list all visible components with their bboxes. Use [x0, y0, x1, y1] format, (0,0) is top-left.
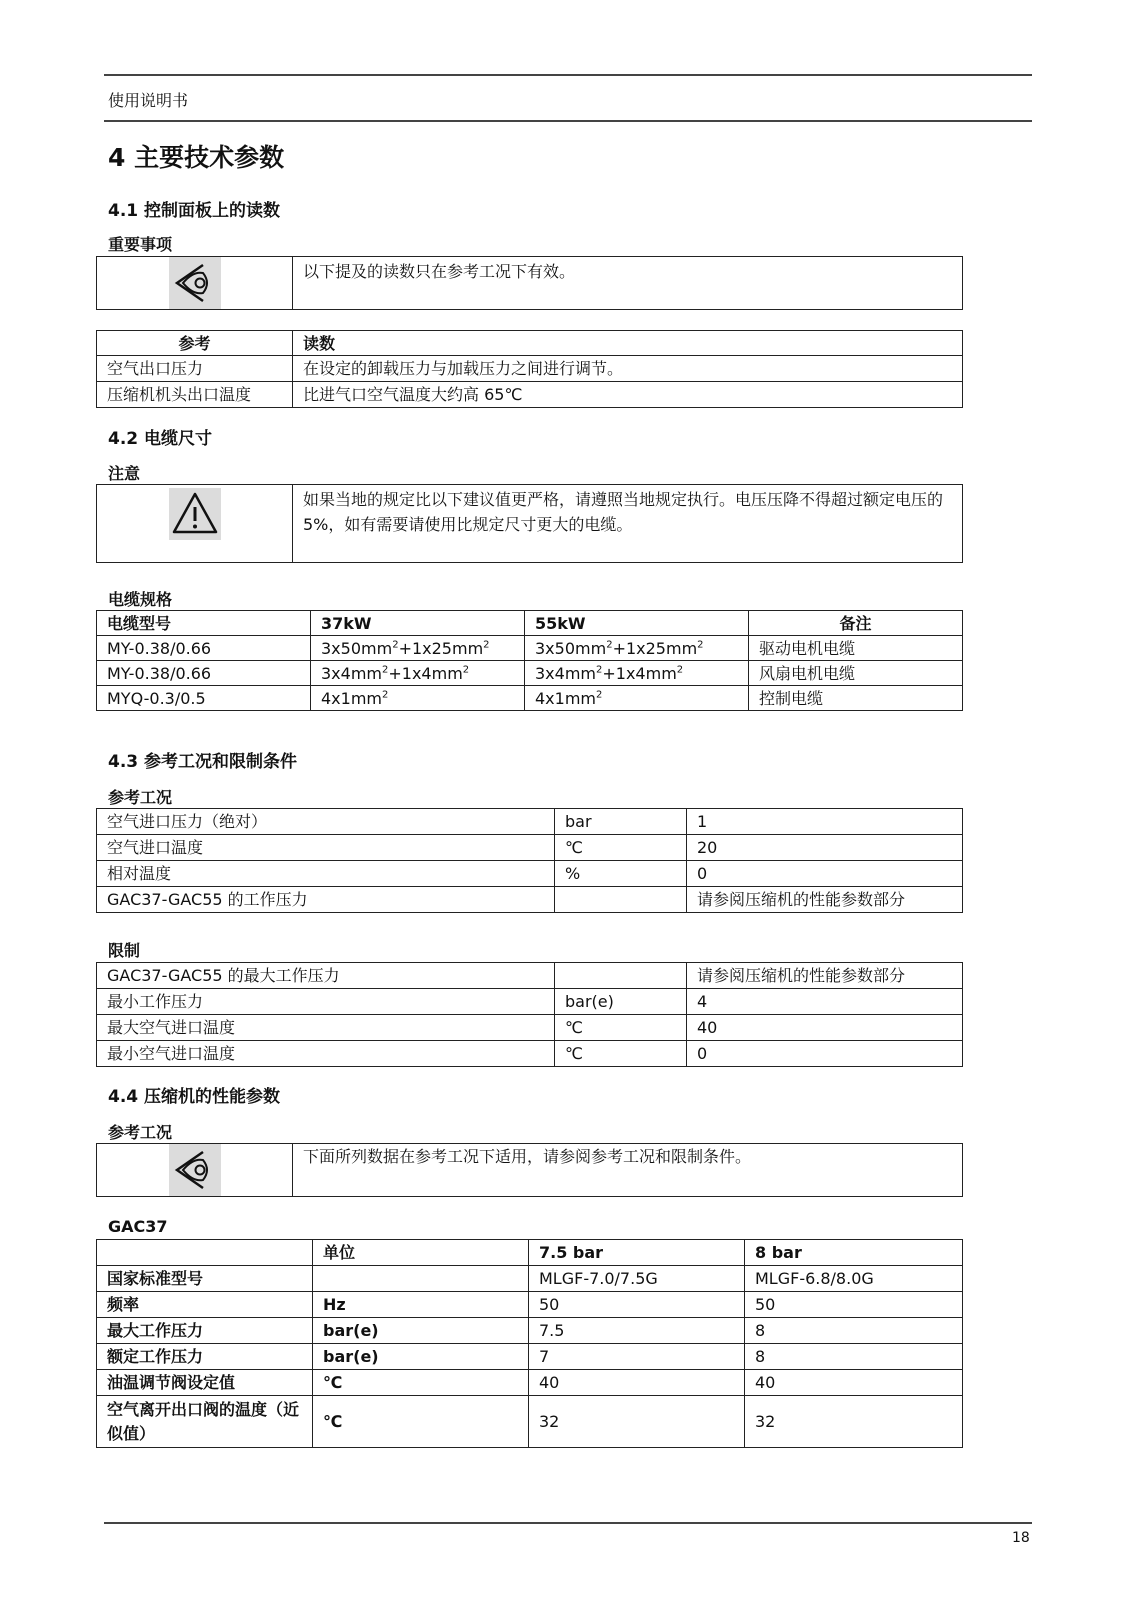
- table-cell: 7: [529, 1344, 745, 1370]
- table-header-row: [97, 611, 963, 636]
- caution-note-box: [96, 484, 963, 563]
- table-cell: bar(e): [313, 1318, 529, 1344]
- table-cell: 驱动电机电缆: [749, 636, 963, 661]
- section-4-2-title: 4.2 电缆尺寸: [108, 429, 213, 449]
- table-cell: MLGF-7.0/7.5G: [529, 1266, 745, 1292]
- important-note-text: 以下提及的读数只在参考工况下有效。: [293, 257, 963, 310]
- table-cell: 在设定的卸载压力与加载压力之间进行调节。: [293, 356, 963, 382]
- table-row: [97, 1015, 963, 1041]
- note-icon-cell: [97, 485, 293, 563]
- table-cell: 0: [687, 861, 963, 887]
- header-bottom-rule: [104, 120, 1032, 122]
- table-cell: 压缩机机头出口温度: [97, 382, 293, 408]
- table-row: [97, 989, 963, 1015]
- table-cell: $3x4mm^2+1x4mm^2$: [311, 661, 525, 686]
- section-4-4-title: 4.4 压缩机的性能参数: [108, 1087, 281, 1107]
- table-row: [97, 963, 963, 989]
- row-label: 油温调节阀设定值: [97, 1370, 313, 1396]
- table-cell: 32: [745, 1396, 963, 1448]
- table-cell: 控制电缆: [749, 686, 963, 711]
- table-header-row: [97, 1240, 963, 1266]
- table-cell: MY-0.38/0.66: [97, 661, 311, 686]
- column-header: 单位: [313, 1240, 529, 1266]
- important-note-box: [96, 256, 963, 310]
- table-cell: ℃: [555, 1015, 687, 1041]
- table-cell: ℃: [555, 835, 687, 861]
- row-label: 最大工作压力: [97, 1318, 313, 1344]
- table-cell: GAC37-GAC55 的工作压力: [97, 887, 555, 913]
- table-cell: 40: [745, 1370, 963, 1396]
- table-cell: 50: [745, 1292, 963, 1318]
- limits-table: [96, 962, 963, 1067]
- table-row: [97, 686, 963, 711]
- table-cell: [313, 1266, 529, 1292]
- model-label: GAC37: [108, 1217, 168, 1236]
- table-header-row: [97, 331, 963, 356]
- table-cell: MY-0.38/0.66: [97, 636, 311, 661]
- table-cell: 空气进口压力（绝对）: [97, 809, 555, 835]
- caution-note-text: 如果当地的规定比以下建议值更严格，请遵照当地规定执行。电压压降不得超过额定电压的 5%，如有需要请使用比规定尺寸更大的电缆。: [293, 485, 963, 563]
- table-cell: 相对温度: [97, 861, 555, 887]
- table-cell: %: [555, 861, 687, 887]
- column-header: 55kW: [525, 611, 749, 636]
- table-cell: $3x50mm^2+1x25mm^2$: [311, 636, 525, 661]
- table-row: [97, 887, 963, 913]
- reference-conditions-label-2: 参考工况: [108, 1123, 173, 1142]
- table-cell: Hz: [313, 1292, 529, 1318]
- table-cell: 1: [687, 809, 963, 835]
- reference-note-box: [96, 1143, 963, 1197]
- column-header: [97, 1240, 313, 1266]
- table-cell: [555, 887, 687, 913]
- table-cell: 请参阅压缩机的性能参数部分: [687, 887, 963, 913]
- note-icon-cell: [97, 1144, 293, 1197]
- table-cell: 40: [529, 1370, 745, 1396]
- footer-rule: [104, 1522, 1032, 1524]
- reference-conditions-label: 参考工况: [108, 788, 173, 807]
- section-4-3-title: 4.3 参考工况和限制条件: [108, 752, 298, 772]
- reference-conditions-table: [96, 808, 963, 913]
- row-label: 频率: [97, 1292, 313, 1318]
- table-cell: $3x50mm^2+1x25mm^2$: [525, 636, 749, 661]
- limits-label: 限制: [108, 941, 141, 960]
- cable-spec-label: 电缆规格: [108, 590, 173, 609]
- table-cell: 最小空气进口温度: [97, 1041, 555, 1067]
- section-4-1-title: 4.1 控制面板上的读数: [108, 201, 281, 221]
- important-label: 重要事项: [108, 235, 173, 254]
- doc-title: 使用说明书: [108, 91, 189, 110]
- table-cell: 请参阅压缩机的性能参数部分: [687, 963, 963, 989]
- column-header: 8 bar: [745, 1240, 963, 1266]
- table-row: [97, 809, 963, 835]
- row-label: 额定工作压力: [97, 1344, 313, 1370]
- table-row: [97, 861, 963, 887]
- table-cell: $3x4mm^2+1x4mm^2$: [525, 661, 749, 686]
- table-row: [97, 382, 963, 408]
- note-icon-cell: [97, 257, 293, 310]
- table-cell: bar(e): [313, 1344, 529, 1370]
- header-top-rule: [104, 74, 1032, 76]
- cable-spec-table: [96, 610, 963, 711]
- table-row: [97, 1266, 963, 1292]
- table-row: [97, 1292, 963, 1318]
- table-cell: GAC37-GAC55 的最大工作压力: [97, 963, 555, 989]
- table-row: [97, 356, 963, 382]
- table-cell: 8: [745, 1344, 963, 1370]
- column-header: 读数: [293, 331, 963, 356]
- row-label: 国家标准型号: [97, 1266, 313, 1292]
- table-cell: bar(e): [555, 989, 687, 1015]
- page-number: 18: [1012, 1530, 1030, 1546]
- warning-icon: [169, 488, 221, 540]
- table-cell: 空气进口温度: [97, 835, 555, 861]
- table-row: [97, 661, 963, 686]
- table-cell: 40: [687, 1015, 963, 1041]
- table-row: [97, 1370, 963, 1396]
- table-cell: 50: [529, 1292, 745, 1318]
- table-row: [97, 835, 963, 861]
- column-header: 备注: [749, 611, 963, 636]
- column-header: 37kW: [311, 611, 525, 636]
- table-row: [97, 1344, 963, 1370]
- table-cell: ℃: [313, 1370, 529, 1396]
- table-cell: 风扇电机电缆: [749, 661, 963, 686]
- table-cell: MYQ-0.3/0.5: [97, 686, 311, 711]
- column-header: 电缆型号: [97, 611, 311, 636]
- table-cell: MLGF-6.8/8.0G: [745, 1266, 963, 1292]
- table-cell: $4x1mm^2$: [311, 686, 525, 711]
- table-cell: 最大空气进口温度: [97, 1015, 555, 1041]
- eye-icon: [169, 257, 221, 309]
- table-cell: 4: [687, 989, 963, 1015]
- caution-label: 注意: [108, 464, 141, 483]
- table-cell: 8: [745, 1318, 963, 1344]
- table-cell: ℃: [313, 1396, 529, 1448]
- table-row: [97, 1396, 963, 1448]
- column-header: 7.5 bar: [529, 1240, 745, 1266]
- table-cell: 空气出口压力: [97, 356, 293, 382]
- performance-table: [96, 1239, 963, 1448]
- column-header: 参考: [97, 331, 293, 356]
- table-cell: 20: [687, 835, 963, 861]
- table-row: [97, 636, 963, 661]
- table-cell: 0: [687, 1041, 963, 1067]
- eye-icon: [169, 1144, 221, 1196]
- table-cell: 32: [529, 1396, 745, 1448]
- row-label: 空气离开出口阀的温度（近似值）: [97, 1396, 313, 1448]
- readings-table: [96, 330, 963, 408]
- table-cell: 最小工作压力: [97, 989, 555, 1015]
- table-row: [97, 1318, 963, 1344]
- table-cell: $4x1mm^2$: [525, 686, 749, 711]
- table-row: [97, 1041, 963, 1067]
- table-cell: 比进气口空气温度大约高 65℃: [293, 382, 963, 408]
- table-cell: 7.5: [529, 1318, 745, 1344]
- table-cell: bar: [555, 809, 687, 835]
- table-cell: [555, 963, 687, 989]
- chapter-title: 4 主要技术参数: [108, 143, 285, 172]
- table-cell: ℃: [555, 1041, 687, 1067]
- reference-note-text: 下面所列数据在参考工况下适用，请参阅参考工况和限制条件。: [293, 1144, 963, 1197]
